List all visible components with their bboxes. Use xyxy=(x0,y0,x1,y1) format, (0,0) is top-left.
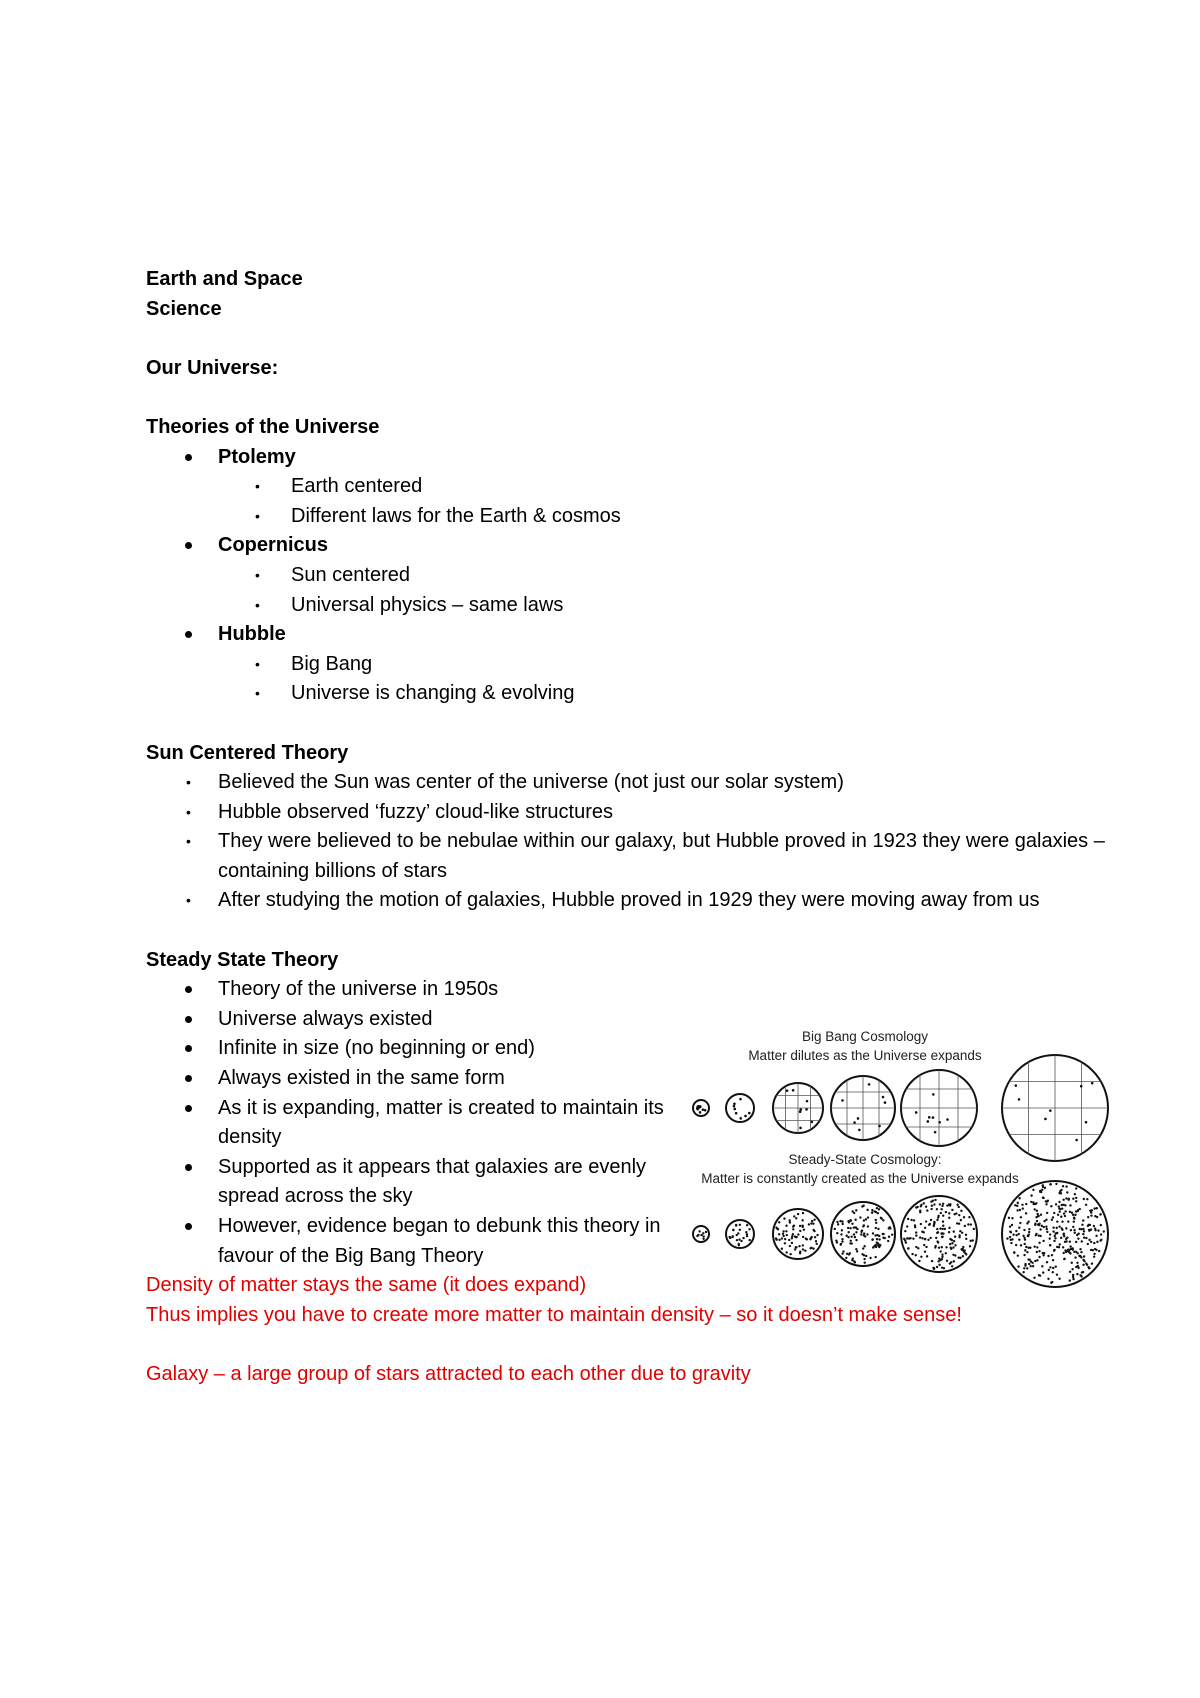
steady-state-circle xyxy=(901,1196,977,1272)
list-item: • Hubble observed ‘fuzzy’ cloud-like structures xyxy=(186,800,613,823)
list-item: Always existed in the same form xyxy=(146,1064,666,1094)
list-item: • After studying the motion of galaxies, Hubble proved in 1929 they were moving away from us xyxy=(186,889,1040,912)
list-item: • Different laws for the Earth & cosmos xyxy=(255,504,621,527)
theory-copernicus: Copernicus xyxy=(146,531,1106,561)
theory-hubble: Hubble xyxy=(146,620,1106,650)
big-bang-circle xyxy=(773,1083,823,1133)
note-density: Density of matter stays the same (it does expand) xyxy=(146,1274,587,1297)
steady-state-circle xyxy=(1002,1181,1108,1287)
doc-title-line1: Earth and Space xyxy=(146,268,303,290)
list-item: • Universe is changing & evolving xyxy=(255,682,575,705)
list-item: • Believed the Sun was center of the universe (not just our solar system) xyxy=(186,771,844,794)
steady-state-circle xyxy=(831,1202,895,1266)
list-item: • Earth centered xyxy=(255,475,423,498)
list-item: • Sun centered xyxy=(255,563,410,586)
big-bang-circle xyxy=(1002,1055,1108,1161)
list-item: • Universal physics – same laws xyxy=(255,593,564,616)
figure-bottom-title: Steady-State Cosmology: xyxy=(788,1152,942,1167)
steady-state-circles xyxy=(693,1181,1108,1287)
big-bang-circle xyxy=(693,1100,709,1116)
section-our-universe: Our Universe: xyxy=(146,356,279,379)
figure-bottom-subtitle: Matter is constantly created as the Universe expands xyxy=(701,1171,1019,1186)
note-more-matter: Thus implies you have to create more matter to maintain density – so it doesn’t make sense! xyxy=(146,1303,962,1326)
big-bang-circle xyxy=(901,1070,977,1146)
list-item: As it is expanding, matter is created to maintain its density xyxy=(146,1094,666,1153)
steady-state-circle xyxy=(773,1209,823,1259)
list-item: Universe always existed xyxy=(146,1005,666,1035)
big-bang-circles xyxy=(693,1055,1108,1161)
figure-top-subtitle: Matter dilutes as the Universe expands xyxy=(748,1048,982,1063)
list-item: However, evidence began to debunk this theory in favour of the Big Bang Theory xyxy=(146,1212,666,1271)
steady-state-circle xyxy=(693,1226,709,1242)
note-galaxy-definition: Galaxy – a large group of stars attracted to each other due to gravity xyxy=(146,1362,751,1385)
theories-heading: Theories of the Universe xyxy=(146,415,380,438)
sun-centered-list xyxy=(146,768,1106,916)
list-item: Infinite in size (no beginning or end) xyxy=(146,1034,666,1064)
cosmology-comparison-figure xyxy=(688,1027,1122,1292)
steady-state-circle xyxy=(726,1220,754,1248)
big-bang-circle xyxy=(726,1094,754,1122)
steady-state-list xyxy=(146,975,666,1271)
list-item: Supported as it appears that galaxies are evenly spread across the sky xyxy=(146,1153,666,1212)
list-item: • They were believed to be nebulae within our galaxy, but Hubble proved in 1923 they were galaxies – containing billions of stars xyxy=(186,830,1105,882)
list-item: • Big Bang xyxy=(255,652,373,675)
theories-list xyxy=(146,443,1106,709)
big-bang-circle xyxy=(831,1076,895,1140)
theory-ptolemy: Ptolemy xyxy=(146,443,1106,473)
sun-centered-heading: Sun Centered Theory xyxy=(146,741,349,764)
doc-title-line2: Science xyxy=(146,297,222,320)
steady-state-heading: Steady State Theory xyxy=(146,948,339,971)
list-item: Theory of the universe in 1950s xyxy=(146,975,666,1005)
figure-top-title: Big Bang Cosmology xyxy=(801,1029,929,1044)
